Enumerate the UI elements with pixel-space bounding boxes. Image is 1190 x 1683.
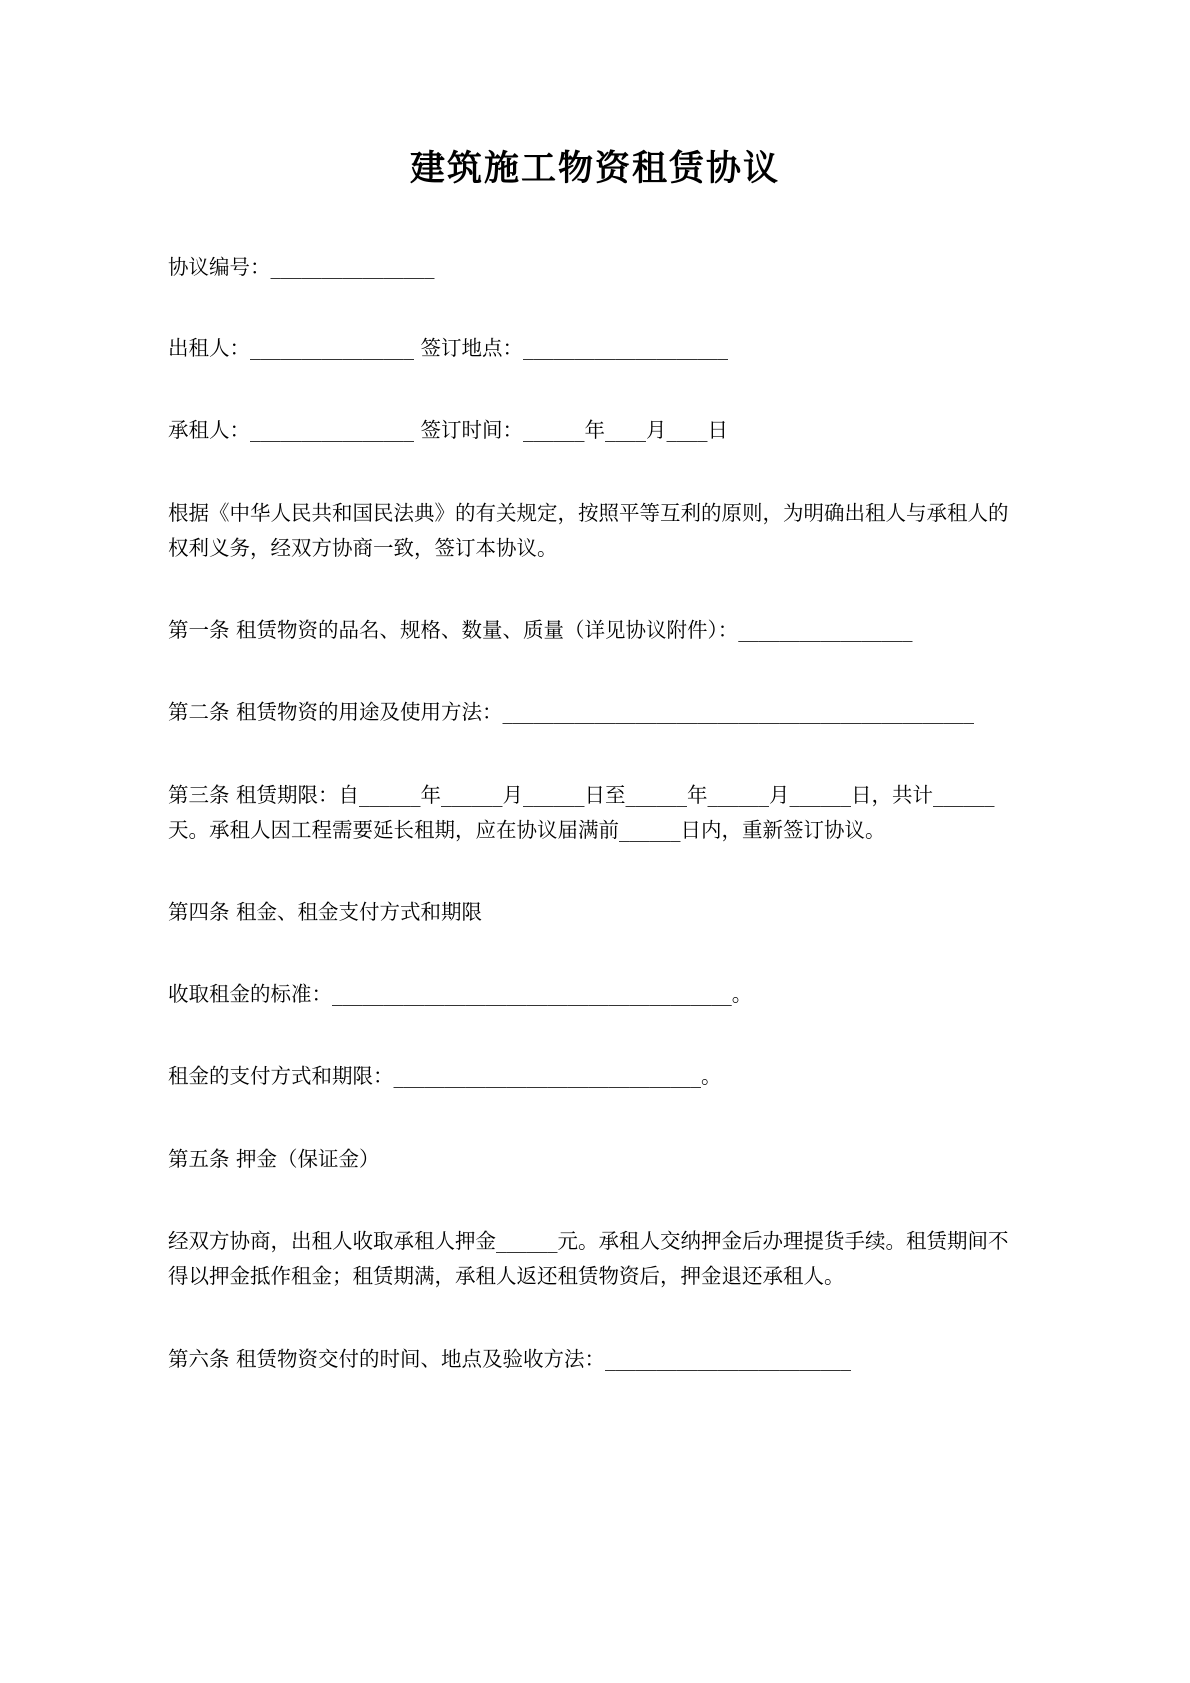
spacer: [168, 1012, 1022, 1059]
page-title: 建筑施工物资租赁协议: [409, 148, 780, 189]
clause-5-body: 经双方协商，出租人收取承租人押金______元。承租人交纳押金后办理提货手续。租赁期间不得以押金抵作租金；租赁期满，承租人返还租赁物资后，押金退还承租人。: [168, 1228, 1009, 1288]
spacer: [168, 448, 1022, 496]
spacer: [168, 566, 1022, 613]
clause-3: 第三条 租赁期限：自______年______月______日至______年______月______日，共计______天。承租人因工程需要延长租期，应在协议届满前______日内，重新签订协议。: [168, 782, 995, 842]
spacer: [168, 366, 1022, 413]
clause-1: 第一条 租赁物资的品名、规格、数量、质量（详见协议附件）：_________________: [168, 617, 913, 642]
spacer: [168, 1294, 1022, 1342]
field-agreement-number: 协议编号：________________: [168, 254, 435, 279]
clause-4-payment-terms: 租金的支付方式和期限：______________________________。: [168, 1063, 722, 1088]
spacer: [168, 1094, 1022, 1142]
clause-2: 第二条 租赁物资的用途及使用方法：______________________________________________: [168, 699, 975, 724]
spacer: [168, 848, 1022, 895]
spacer: [168, 930, 1022, 977]
spacer: [168, 285, 1022, 331]
document-body: [168, 0, 1022, 1377]
clause-6: 第六条 租赁物资交付的时间、地点及验收方法：________________________: [168, 1346, 852, 1371]
clause-5-heading: 第五条 押金（保证金）: [168, 1146, 380, 1171]
spacer: [168, 648, 1022, 695]
field-lessor-and-signing-place: 出租人：________________ 签订地点：____________________: [168, 335, 729, 360]
field-lessee-and-signing-date: 承租人：________________ 签订时间：______年____月____日: [168, 417, 729, 442]
spacer: [168, 730, 1022, 778]
preamble-paragraph: 根据《中华人民共和国民法典》的有关规定，按照平等互利的原则，为明确出租人与承租人的权利义务，经双方协商一致，签订本协议。: [168, 500, 1009, 560]
clause-4-heading: 第四条 租金、租金支付方式和期限: [168, 899, 483, 924]
clause-4-rent-standard: 收取租金的标准：_______________________________________。: [168, 981, 753, 1006]
spacer: [168, 1177, 1022, 1224]
spacer: [168, 192, 1022, 250]
